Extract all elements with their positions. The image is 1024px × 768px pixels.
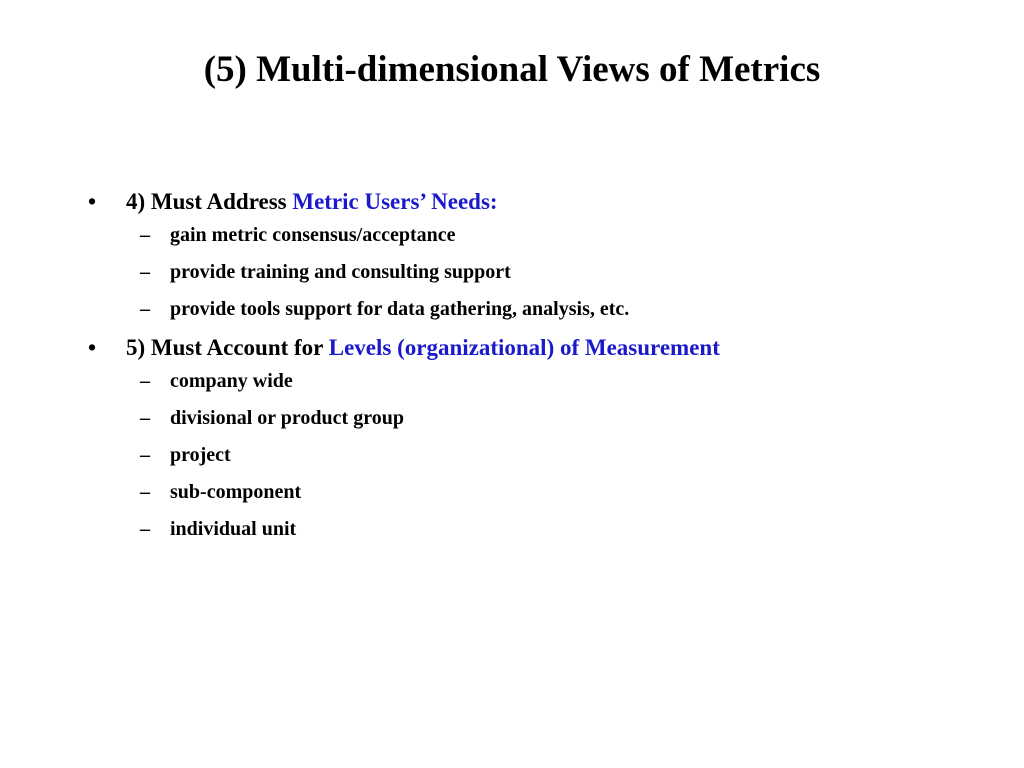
dash-marker: – — [140, 370, 150, 392]
sub-bullet-text: individual unit — [170, 518, 297, 540]
dash-marker: – — [140, 481, 150, 503]
bullet-marker: • — [88, 189, 97, 214]
bullet-item — [82, 186, 982, 218]
sub-bullet-text: provide training and consulting support — [170, 261, 511, 283]
bullet-item — [82, 332, 982, 364]
slide-title: (5) Multi-dimensional Views of Metrics — [203, 49, 821, 90]
dash-marker: – — [140, 261, 150, 283]
bullet-highlight-text: Metric Users’ Needs: — [292, 189, 498, 214]
sub-bullet-text: divisional or product group — [170, 407, 404, 429]
bullet-highlight-text: Levels (organizational) of Measurement — [328, 335, 720, 360]
sub-bullet-text: project — [170, 444, 231, 466]
sub-bullet-item — [82, 260, 982, 285]
slide-content — [82, 186, 982, 542]
sub-bullet-item — [82, 297, 982, 322]
dash-marker: – — [140, 444, 150, 466]
sub-bullet-text: company wide — [170, 370, 293, 392]
sub-bullet-item — [82, 480, 982, 505]
sub-bullet-text: sub-component — [170, 481, 302, 503]
sub-bullet-item — [82, 517, 982, 542]
bullet-lead-text: 4) Must Address — [126, 189, 293, 214]
dash-marker: – — [140, 224, 150, 246]
bullet-lead-text: 5) Must Account for — [126, 335, 329, 360]
sub-bullet-text: gain metric consensus/acceptance — [170, 224, 456, 246]
sub-bullet-item — [82, 223, 982, 248]
sub-bullet-item — [82, 406, 982, 431]
sub-bullet-text: provide tools support for data gathering, analysis, etc. — [170, 298, 630, 320]
sub-bullet-item — [82, 443, 982, 468]
bullet-marker: • — [88, 335, 97, 360]
dash-marker: – — [140, 407, 150, 429]
dash-marker: – — [140, 518, 150, 540]
dash-marker: – — [140, 298, 150, 320]
sub-bullet-item — [82, 369, 982, 394]
